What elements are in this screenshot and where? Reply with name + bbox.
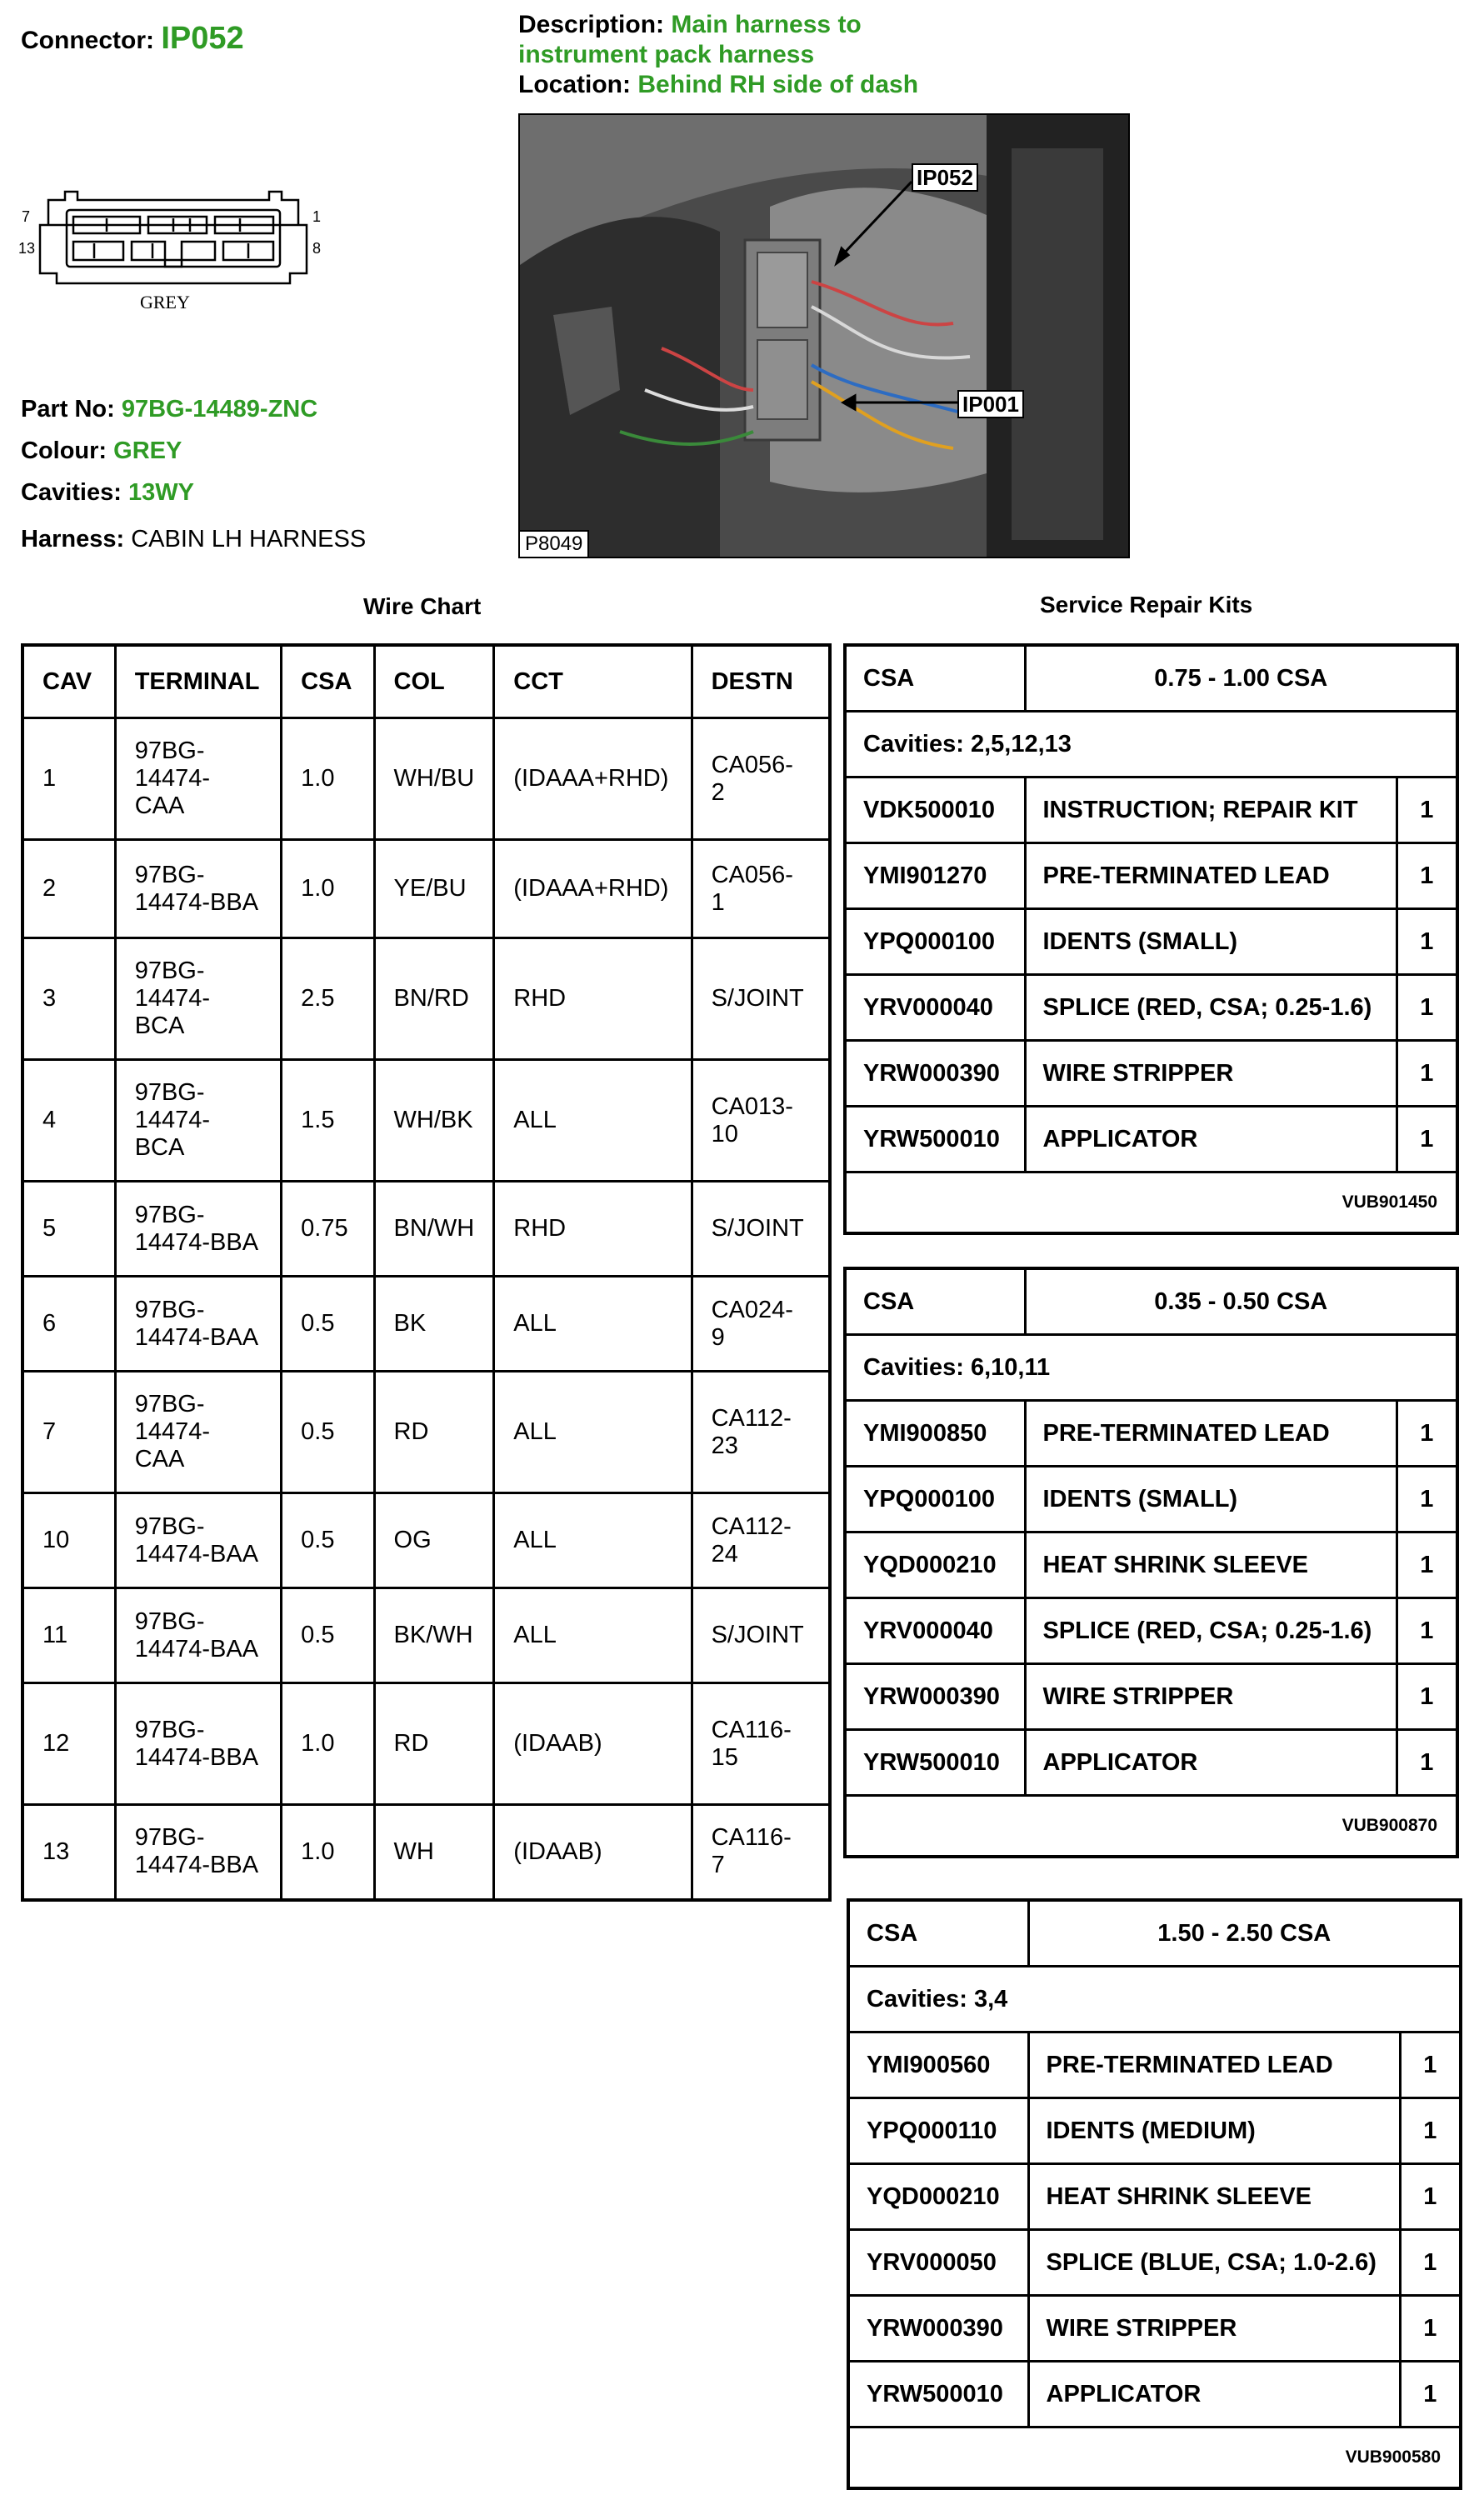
kit-item-desc: PRE-TERMINATED LEAD xyxy=(1025,843,1397,909)
kit-item-part: YRV000050 xyxy=(848,2230,1028,2296)
wire-cell-destn: S/JOINT xyxy=(692,1182,830,1277)
connector-outline-drawing xyxy=(15,167,332,317)
wire-cell-cav: 7 xyxy=(22,1372,115,1493)
kit-item-desc: INSTRUCTION; REPAIR KIT xyxy=(1025,778,1397,843)
wire-cell-terminal: 97BG- 14474-BAA xyxy=(115,1493,281,1588)
kit-cavities: Cavities: 6,10,11 xyxy=(845,1335,1457,1401)
wire-cell-csa: 2.5 xyxy=(282,938,374,1060)
wire-cell-col: BK xyxy=(374,1277,494,1372)
location-label: Location: xyxy=(518,71,631,98)
kit-item-desc: IDENTS (SMALL) xyxy=(1025,909,1397,975)
wire-cell-csa: 0.5 xyxy=(282,1277,374,1372)
kit-item-part: YRV000040 xyxy=(845,975,1025,1041)
wire-row xyxy=(22,1372,830,1493)
wire-row xyxy=(22,1493,830,1588)
description-line-2: instrument pack harness xyxy=(518,41,815,68)
kit-reference: VUB901450 xyxy=(845,1172,1457,1234)
kit-item-row xyxy=(845,1107,1457,1172)
repair-kit-table xyxy=(843,1267,1459,1858)
wire-cell-cav: 6 xyxy=(22,1277,115,1372)
wire-cell-cct: (IDAAA+RHD) xyxy=(494,840,692,938)
wire-cell-cct: ALL xyxy=(494,1277,692,1372)
cavities-row xyxy=(21,472,366,513)
wire-cell-col: WH/BK xyxy=(374,1060,494,1182)
kit-item-qty: 1 xyxy=(1400,2230,1461,2296)
cavities-value: 13WY xyxy=(127,479,194,506)
wire-cell-destn: CA112- 23 xyxy=(692,1372,830,1493)
kit-item-part: YRW000390 xyxy=(845,1664,1025,1730)
kit-csa-range: 1.50 - 2.50 CSA xyxy=(1028,1900,1461,1967)
description-block xyxy=(518,10,918,100)
wire-cell-cav: 10 xyxy=(22,1493,115,1588)
wire-cell-cct: (IDAAB) xyxy=(494,1805,692,1900)
kit-item-row xyxy=(845,1467,1457,1532)
kit-cavities-row xyxy=(848,1967,1461,2032)
kit-item-qty: 1 xyxy=(1400,2164,1461,2230)
wire-cell-cct: ALL xyxy=(494,1493,692,1588)
repair-kit-table xyxy=(847,1898,1462,2490)
kit-item-part: YRW500010 xyxy=(845,1730,1025,1796)
wire-row xyxy=(22,1683,830,1805)
wire-cell-destn: CA056- 2 xyxy=(692,718,830,840)
kit-cavities-row xyxy=(845,1335,1457,1401)
kit-item-qty: 1 xyxy=(1397,1730,1457,1796)
wire-cell-cav: 2 xyxy=(22,840,115,938)
photo-callout-ip052: IP052 xyxy=(912,163,978,192)
photo-illustration xyxy=(520,115,1128,557)
wire-cell-col: BN/WH xyxy=(374,1182,494,1277)
wire-cell-csa: 1.5 xyxy=(282,1060,374,1182)
photo-reference: P8049 xyxy=(520,530,589,557)
kit-item-qty: 1 xyxy=(1400,2098,1461,2164)
wire-row xyxy=(22,1277,830,1372)
kit-item-desc: WIRE STRIPPER xyxy=(1025,1664,1397,1730)
wire-cell-col: RD xyxy=(374,1683,494,1805)
part-no-value: 97BG-14489-ZNC xyxy=(121,396,318,422)
wire-cell-col: WH xyxy=(374,1805,494,1900)
kit-csa-label: CSA xyxy=(845,645,1025,712)
wire-row xyxy=(22,718,830,840)
wire-cell-col: WH/BU xyxy=(374,718,494,840)
wire-cell-col: YE/BU xyxy=(374,840,494,938)
wire-cell-cav: 12 xyxy=(22,1683,115,1805)
kit-item-part: YPQ000100 xyxy=(845,909,1025,975)
kit-item-desc: APPLICATOR xyxy=(1025,1107,1397,1172)
wire-cell-cct: RHD xyxy=(494,938,692,1060)
kit-item-qty: 1 xyxy=(1400,2032,1461,2098)
wire-chart-header-row xyxy=(22,645,830,718)
kit-item-row xyxy=(845,1730,1457,1796)
wire-cell-csa: 0.5 xyxy=(282,1588,374,1683)
kit-cavities: Cavities: 2,5,12,13 xyxy=(845,712,1457,778)
kit-item-qty: 1 xyxy=(1400,2296,1461,2362)
wire-cell-cct: ALL xyxy=(494,1588,692,1683)
kit-item-part: YMI900560 xyxy=(848,2032,1028,2098)
wire-cell-terminal: 97BG- 14474- CAA xyxy=(115,718,281,840)
wire-row xyxy=(22,1060,830,1182)
wire-cell-csa: 1.0 xyxy=(282,1805,374,1900)
kit-item-row xyxy=(845,778,1457,843)
kit-item-part: YQD000210 xyxy=(848,2164,1028,2230)
wire-cell-destn: CA112- 24 xyxy=(692,1493,830,1588)
kit-item-part: YQD000210 xyxy=(845,1532,1025,1598)
wire-cell-csa: 0.75 xyxy=(282,1182,374,1277)
kit-item-qty: 1 xyxy=(1397,975,1457,1041)
kit-item-part: YMI900850 xyxy=(845,1401,1025,1467)
kit-item-part: YPQ000110 xyxy=(848,2098,1028,2164)
colour-value: GREY xyxy=(113,438,182,464)
wire-cell-csa: 1.0 xyxy=(282,1683,374,1805)
kit-item-qty: 1 xyxy=(1397,1532,1457,1598)
wire-cell-cct: ALL xyxy=(494,1060,692,1182)
part-no-row xyxy=(21,388,366,430)
kit-ref-row xyxy=(845,1796,1457,1858)
kit-item-desc: WIRE STRIPPER xyxy=(1025,1041,1397,1107)
connector-id: IP052 xyxy=(161,21,244,56)
header-cct: CCT xyxy=(494,645,692,718)
colour-row xyxy=(21,430,366,472)
kit-cavities: Cavities: 3,4 xyxy=(848,1967,1461,2032)
kit-item-qty: 1 xyxy=(1397,1401,1457,1467)
location-value: Behind RH side of dash xyxy=(637,71,919,98)
part-no-label: Part No: xyxy=(21,396,115,422)
kit-item-desc: APPLICATOR xyxy=(1028,2362,1400,2428)
wire-cell-col: BN/RD xyxy=(374,938,494,1060)
kit-item-part: YRW000390 xyxy=(845,1041,1025,1107)
kit-reference: VUB900580 xyxy=(848,2428,1461,2489)
kit-item-row xyxy=(848,2032,1461,2098)
kit-item-desc: HEAT SHRINK SLEEVE xyxy=(1025,1532,1397,1598)
kit-item-row xyxy=(845,1664,1457,1730)
kit-item-row xyxy=(845,1598,1457,1664)
wire-row xyxy=(22,1182,830,1277)
wire-cell-destn: CA116- 15 xyxy=(692,1683,830,1805)
service-repair-kits-title: Service Repair Kits xyxy=(1040,592,1253,618)
kit-cavities-row xyxy=(845,712,1457,778)
repair-kit-table xyxy=(843,643,1459,1235)
kit-item-desc: SPLICE (BLUE, CSA; 1.0-2.6) xyxy=(1028,2230,1400,2296)
wire-cell-csa: 0.5 xyxy=(282,1372,374,1493)
kit-csa-label: CSA xyxy=(845,1268,1025,1335)
photo-callout-ip001: IP001 xyxy=(957,390,1024,418)
wire-cell-terminal: 97BG- 14474-BBA xyxy=(115,1182,281,1277)
kit-item-row xyxy=(845,1532,1457,1598)
harness-row xyxy=(21,518,366,560)
wire-chart-table xyxy=(21,643,832,1902)
wire-cell-terminal: 97BG- 14474- BCA xyxy=(115,1060,281,1182)
kit-item-desc: PRE-TERMINATED LEAD xyxy=(1025,1401,1397,1467)
wire-cell-cav: 3 xyxy=(22,938,115,1060)
kit-item-desc: SPLICE (RED, CSA; 0.25-1.6) xyxy=(1025,1598,1397,1664)
part-details xyxy=(21,388,366,560)
pin-label-13: 13 xyxy=(18,240,36,257)
wire-cell-terminal: 97BG- 14474-BBA xyxy=(115,840,281,938)
kit-item-qty: 1 xyxy=(1400,2362,1461,2428)
kit-item-row xyxy=(848,2230,1461,2296)
header-terminal: TERMINAL xyxy=(115,645,281,718)
kit-item-qty: 1 xyxy=(1397,843,1457,909)
wire-cell-destn: CA013- 10 xyxy=(692,1060,830,1182)
kit-item-qty: 1 xyxy=(1397,1107,1457,1172)
kit-item-desc: APPLICATOR xyxy=(1025,1730,1397,1796)
wire-cell-csa: 0.5 xyxy=(282,1493,374,1588)
pin-label-8: 8 xyxy=(312,240,322,257)
kit-item-row xyxy=(848,2098,1461,2164)
description-line-1: Main harness to xyxy=(671,11,862,38)
header-cav: CAV xyxy=(22,645,115,718)
kit-item-desc: IDENTS (MEDIUM) xyxy=(1028,2098,1400,2164)
kit-csa-range: 0.35 - 0.50 CSA xyxy=(1025,1268,1457,1335)
kit-item-qty: 1 xyxy=(1397,1041,1457,1107)
wire-cell-cav: 1 xyxy=(22,718,115,840)
description-label: Description: xyxy=(518,11,665,38)
wire-cell-cct: (IDAAA+RHD) xyxy=(494,718,692,840)
kit-item-row xyxy=(845,975,1457,1041)
location-photo xyxy=(518,113,1130,558)
kit-item-row xyxy=(845,843,1457,909)
wire-cell-terminal: 97BG- 14474-BAA xyxy=(115,1277,281,1372)
wire-cell-cav: 13 xyxy=(22,1805,115,1900)
header-csa: CSA xyxy=(282,645,374,718)
wire-cell-terminal: 97BG- 14474-BAA xyxy=(115,1588,281,1683)
wire-row xyxy=(22,1588,830,1683)
kit-item-part: YMI901270 xyxy=(845,843,1025,909)
kit-item-row xyxy=(848,2362,1461,2428)
kit-item-desc: HEAT SHRINK SLEEVE xyxy=(1028,2164,1400,2230)
connector-face-diagram xyxy=(15,167,332,317)
kit-csa-range: 0.75 - 1.00 CSA xyxy=(1025,645,1457,712)
kit-item-part: VDK500010 xyxy=(845,778,1025,843)
wire-cell-destn: S/JOINT xyxy=(692,1588,830,1683)
kit-item-row xyxy=(845,1041,1457,1107)
wire-cell-destn: CA056- 1 xyxy=(692,840,830,938)
wire-cell-cav: 4 xyxy=(22,1060,115,1182)
kit-item-qty: 1 xyxy=(1397,778,1457,843)
kit-item-part: YPQ000100 xyxy=(845,1467,1025,1532)
pin-label-7: 7 xyxy=(22,208,31,225)
kit-item-part: YRW000390 xyxy=(848,2296,1028,2362)
wire-cell-csa: 1.0 xyxy=(282,840,374,938)
kit-item-qty: 1 xyxy=(1397,1598,1457,1664)
wire-row xyxy=(22,938,830,1060)
wire-row xyxy=(22,840,830,938)
cavities-label: Cavities: xyxy=(21,479,122,506)
wire-cell-destn: S/JOINT xyxy=(692,938,830,1060)
wire-cell-destn: CA116- 7 xyxy=(692,1805,830,1900)
connector-heading xyxy=(21,23,244,56)
wire-cell-cav: 5 xyxy=(22,1182,115,1277)
harness-label: Harness: xyxy=(21,526,125,552)
wire-chart-title: Wire Chart xyxy=(363,593,482,619)
wire-cell-csa: 1.0 xyxy=(282,718,374,840)
wire-cell-terminal: 97BG- 14474-BBA xyxy=(115,1683,281,1805)
colour-label: Colour: xyxy=(21,438,107,464)
header-col: COL xyxy=(374,645,494,718)
kit-csa-row xyxy=(848,1900,1461,1967)
wire-cell-destn: CA024- 9 xyxy=(692,1277,830,1372)
kit-item-qty: 1 xyxy=(1397,1467,1457,1532)
wire-cell-terminal: 97BG- 14474- CAA xyxy=(115,1372,281,1493)
wire-cell-cav: 11 xyxy=(22,1588,115,1683)
kit-item-row xyxy=(848,2164,1461,2230)
kit-csa-row xyxy=(845,645,1457,712)
wire-cell-cct: RHD xyxy=(494,1182,692,1277)
wire-cell-col: BK/WH xyxy=(374,1588,494,1683)
harness-value: CABIN LH HARNESS xyxy=(131,526,367,552)
kit-item-desc: SPLICE (RED, CSA; 0.25-1.6) xyxy=(1025,975,1397,1041)
kit-item-qty: 1 xyxy=(1397,1664,1457,1730)
kit-item-desc: WIRE STRIPPER xyxy=(1028,2296,1400,2362)
kit-item-part: YRW500010 xyxy=(845,1107,1025,1172)
pin-label-1: 1 xyxy=(312,208,322,225)
kit-item-row xyxy=(845,909,1457,975)
kit-item-part: YRV000040 xyxy=(845,1598,1025,1664)
kit-item-row xyxy=(845,1401,1457,1467)
kit-reference: VUB900870 xyxy=(845,1796,1457,1858)
header-destn: DESTN xyxy=(692,645,830,718)
kit-item-part: YRW500010 xyxy=(848,2362,1028,2428)
kit-item-qty: 1 xyxy=(1397,909,1457,975)
kit-csa-label: CSA xyxy=(848,1900,1028,1967)
wire-cell-terminal: 97BG- 14474-BBA xyxy=(115,1805,281,1900)
wire-cell-col: OG xyxy=(374,1493,494,1588)
kit-item-desc: PRE-TERMINATED LEAD xyxy=(1028,2032,1400,2098)
kit-csa-row xyxy=(845,1268,1457,1335)
kit-item-desc: IDENTS (SMALL) xyxy=(1025,1467,1397,1532)
kit-item-row xyxy=(848,2296,1461,2362)
wire-cell-cct: (IDAAB) xyxy=(494,1683,692,1805)
kit-ref-row xyxy=(845,1172,1457,1234)
wire-row xyxy=(22,1805,830,1900)
connector-label: Connector: xyxy=(21,27,154,54)
diagram-colour-caption: GREY xyxy=(140,292,190,312)
wire-cell-terminal: 97BG- 14474- BCA xyxy=(115,938,281,1060)
wire-cell-col: RD xyxy=(374,1372,494,1493)
wire-cell-cct: ALL xyxy=(494,1372,692,1493)
kit-ref-row xyxy=(848,2428,1461,2489)
